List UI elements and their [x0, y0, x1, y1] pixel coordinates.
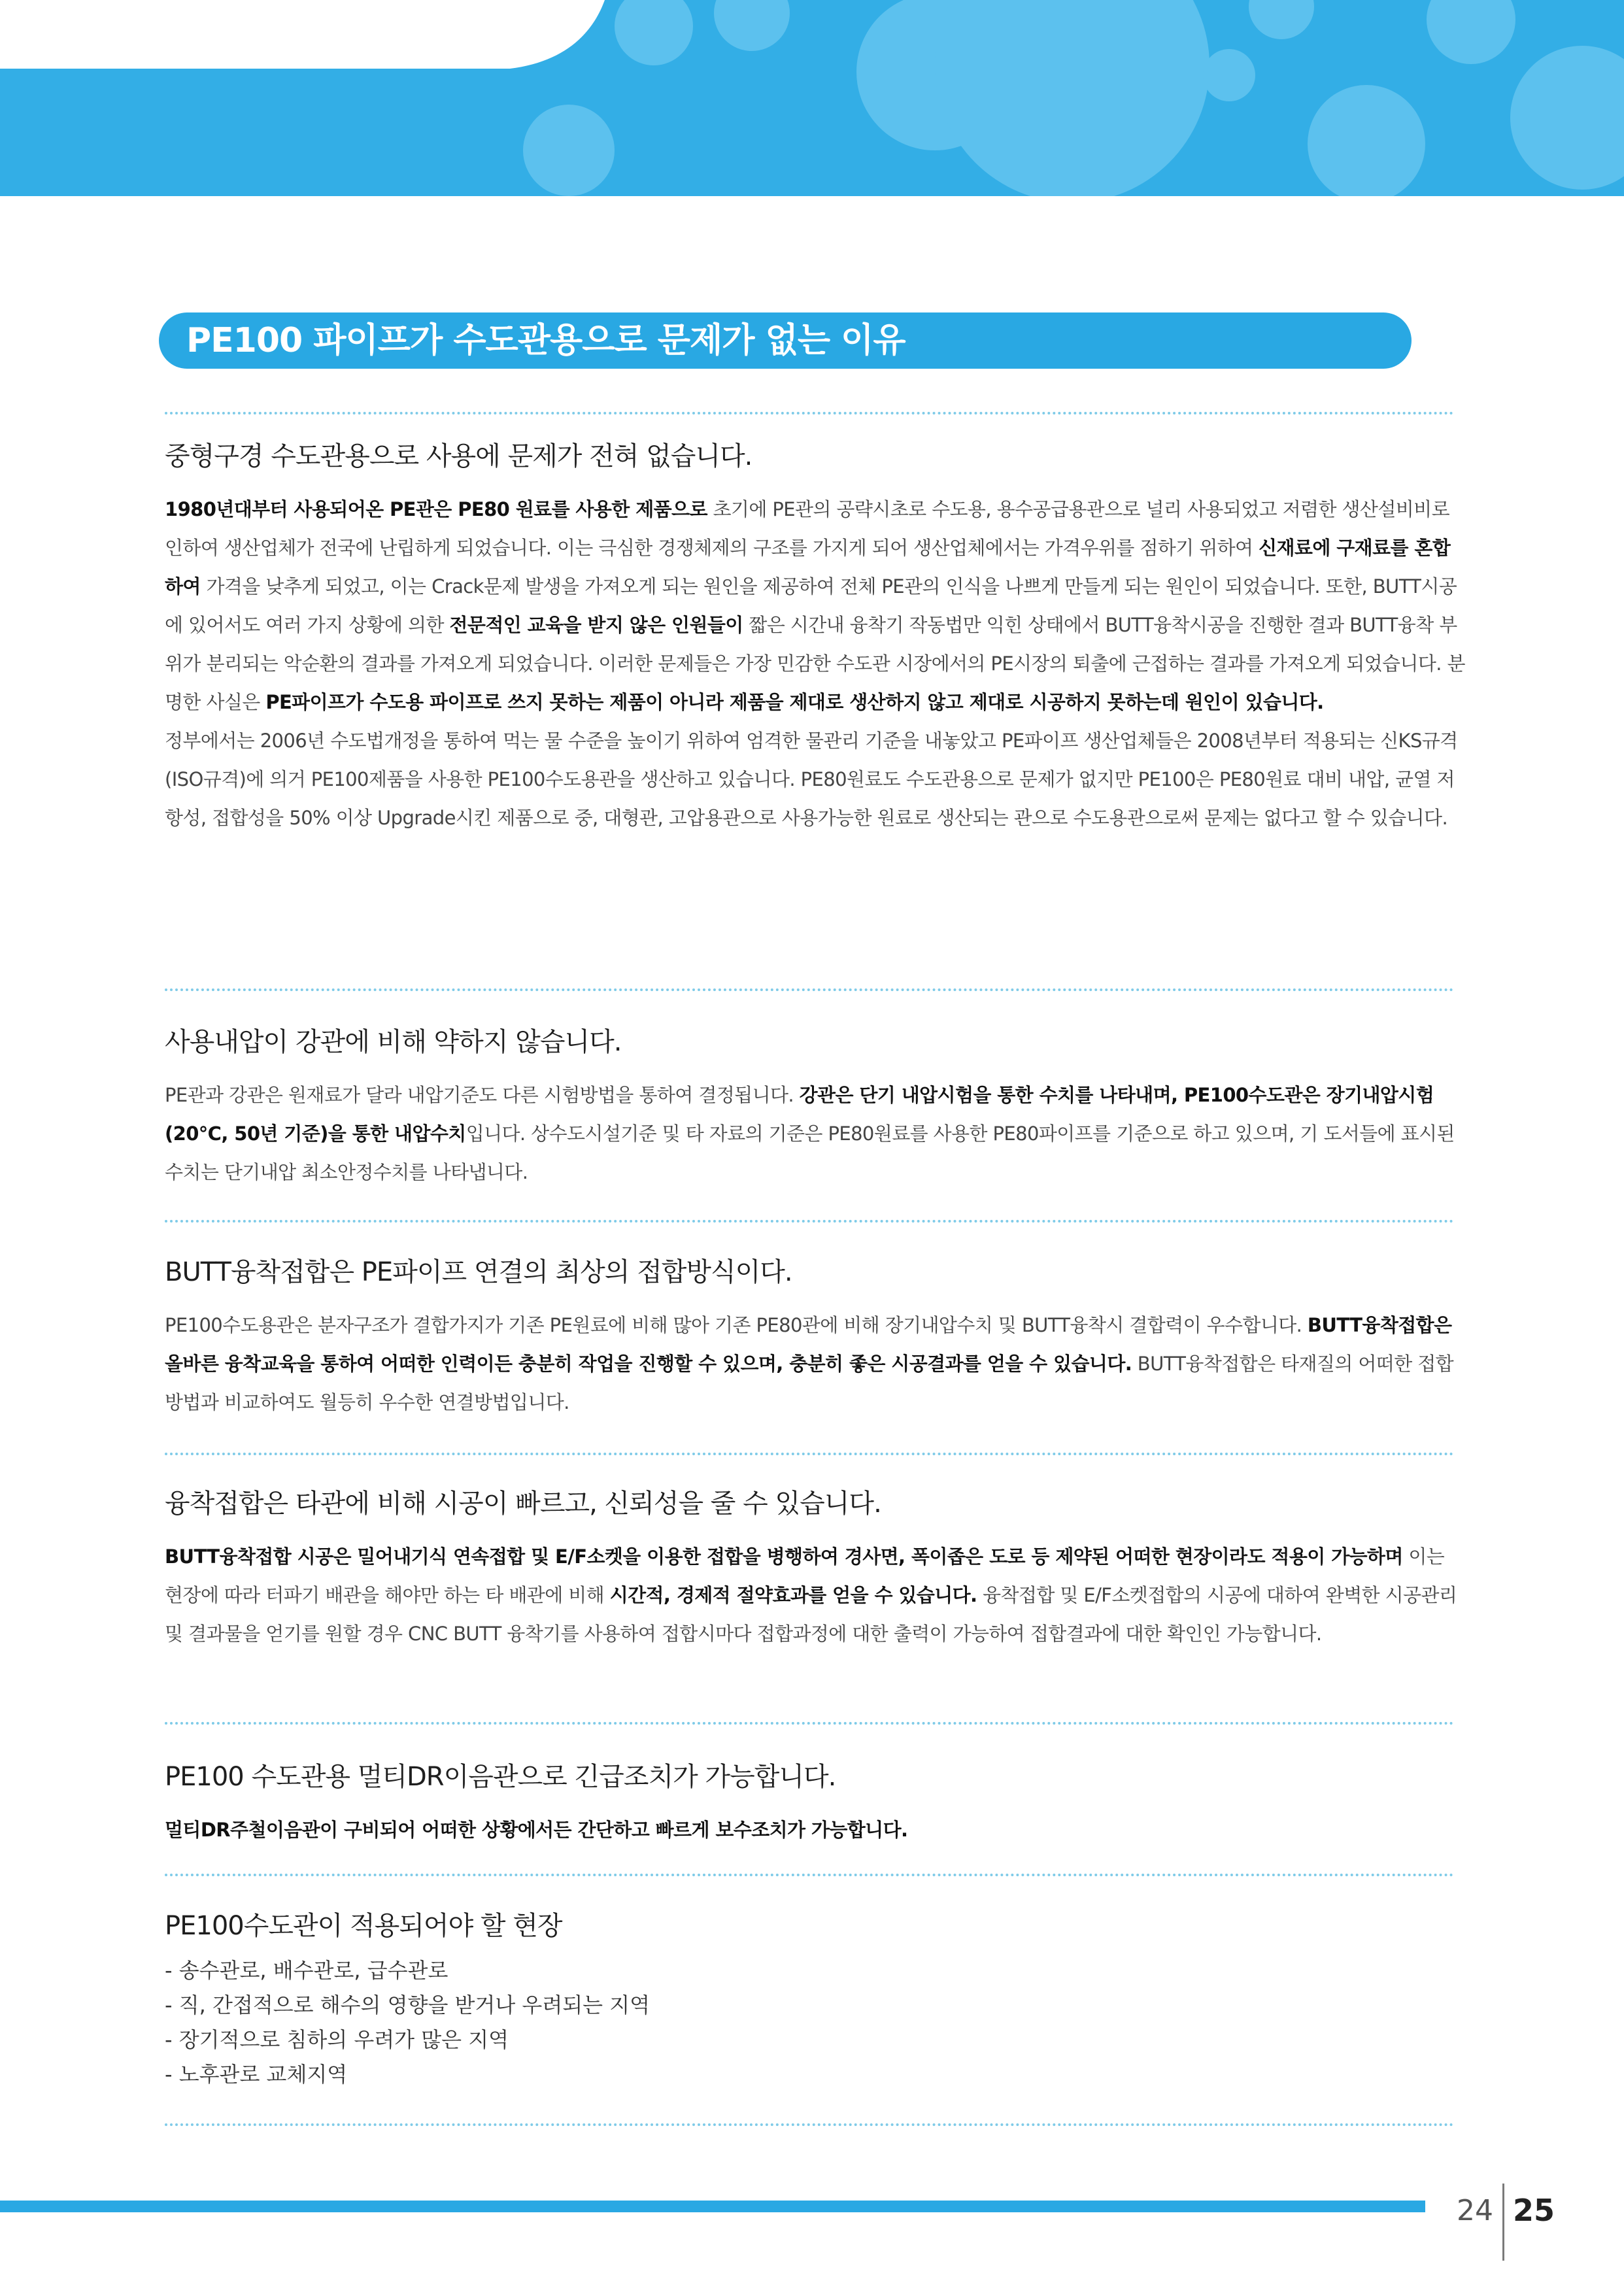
body-paragraph: [165, 1811, 1466, 1849]
emphasis-text: 시간적, 경제적 절약효과를 얻을 수 있습니다.: [609, 1584, 977, 1606]
dotted-divider: [165, 1722, 1454, 1725]
section-body: [165, 1306, 1466, 1422]
body-text-run: 가격을 낮추게 되었고, 이는 Crack문제 발생을 가져오게 되는 원인을 제공하여 전체 PE관의 인식을 나쁘게 만들게 되는 원인이 되었습니다. 또한, BUTT시공에 있어서도 여러 가지 상황에 의한: [165, 575, 1457, 636]
body-text-run: 입니다. 상수도시설기준 및 타 자료의 기준은 PE80원료를 사용한 PE80파이프를 기준으로 하고 있으며, 기 도서들에 표시된 수치는 단기내압 최소안정수치를 나타냅니다.: [165, 1122, 1455, 1183]
section-heading: PE100 수도관용 멀티DR이음관으로 긴급조치가 가능합니다.: [165, 1762, 836, 1792]
body-text-run: PE관과 강관은 원재료가 달라 내압기준도 다른 시험방법을 통하여 결정됩니다.: [165, 1084, 800, 1106]
section-body: [165, 1538, 1466, 1653]
section-body: [165, 490, 1466, 837]
section-body: [165, 1076, 1466, 1192]
body-text-run: 초기에 PE관의 공략시초로 수도용, 용수공급용관으로 널리 사용되었고 저렴한 생산설비비로 인하여 생산업체가 전국에 난립하게 되었습니다. 이는 극심한 경쟁체제의 구조를 가지게 되어 생산업체에서는 가격우위를 점하기 위하여: [165, 498, 1449, 559]
dotted-divider: [165, 1874, 1454, 1876]
section-fast-construction: [165, 1485, 1466, 1653]
footer-bar: [0, 2201, 1425, 2212]
emphasis-text: 전문적인 교육을 받지 않은 인원들이: [449, 614, 743, 636]
body-text-run: 정부에서는 2006년 수도법개정을 통하여 먹는 물 수준을 높이기 위하여 엄격한 물관리 기준을 내놓았고 PE파이프 생산업체들은 2008년부터 적용되는 신KS규격(ISO규격)에 의거 PE100제품을 사용한 PE100수도용관을 생산하고 있습니다. PE80원료도 수도관용으로 문제가 없지만 PE100은 PE80원료 대비 내압, 균열 저항성, 접합성을 50% 이상 Upgrade시킨 제품으로 중, 대형관, 고압용관으로 사용가능한 원료로 생산되는 관으로 수도용관으로써 문제는 없다고 할 수 있습니다.: [165, 730, 1458, 829]
body-text-run: PE100수도용관은 분자구조가 결합가지가 기존 PE원료에 비해 많아 기존 PE80관에 비해 장기내압수치 및 BUTT융착시 결합력이 우수합니다.: [165, 1314, 1308, 1336]
section-heading: BUTT융착접합은 PE파이프 연결의 최상의 접합방식이다.: [165, 1257, 792, 1287]
dotted-divider: [165, 988, 1454, 991]
list-item: - 장기적으로 침하의 우려가 많은 지역: [165, 2027, 509, 2052]
body-paragraph: [165, 490, 1466, 722]
list-item: - 직, 간접적으로 해수의 영향을 받거나 우려되는 지역: [165, 1993, 651, 2017]
body-text-run: 융착접합 및 E/F소켓접합의 시공에 대하여 완벽한 시공관리 및 결과물을 얻기를 원할 경우 CNC BUTT 융착기를 사용하여 접합시마다 접합과정에 대한 출력이 가능하여 접합결과에 대한 확인인 가능합니다.: [165, 1584, 1457, 1645]
dotted-divider: [165, 2123, 1454, 2126]
body-paragraph: [165, 722, 1466, 837]
section-medium-diameter: [165, 438, 1466, 837]
body-paragraph: [165, 1306, 1466, 1422]
body-text-run: 짧은 시간내 융착기 작동법만 익힌 상태에서 BUTT융착시공을 진행한 결과 BUTT융착 부위가 분리되는 악순환의 결과를 가져오게 되었습니다. 이러한 문제들은 가장 민감한 수도관 시장에서의 PE시장의 퇴출에 근접하는 결과를 가져오게 되었습니다. 분명한 사실은: [165, 614, 1465, 713]
site-list: [165, 1953, 1466, 2092]
body-text-run: 이는 현장에 따라 터파기 배관을 해야만 하는 타 배관에 비해: [165, 1545, 1445, 1606]
emphasis-text: BUTT융착접합은 올바른 융착교육을 통하여 어떠한 인력이든 충분히 작업을 진행할 수 있으며, 충분히 좋은 시공결과를 얻을 수 있습니다.: [165, 1314, 1452, 1375]
section-heading: 중형구경 수도관용으로 사용에 문제가 전혀 없습니다.: [165, 441, 753, 471]
section-heading: 융착접합은 타관에 비해 시공이 빠르고, 신뢰성을 줄 수 있습니다.: [165, 1489, 881, 1519]
section-body: [165, 1811, 1466, 1849]
section-heading: PE100수도관이 적용되어야 할 현장: [165, 1911, 562, 1941]
list-item: - 노후관로 교체지역: [165, 2062, 348, 2087]
section-heading: 사용내압이 강관에 비해 약하지 않습니다.: [165, 1027, 622, 1057]
list-item: - 송수관로, 배수관로, 급수관로: [165, 1958, 448, 1983]
section-pressure: [165, 1024, 1466, 1192]
section-emergency: [165, 1759, 1466, 1849]
page-number-right: 25: [1513, 2193, 1555, 2228]
section-application-sites: [165, 1908, 1466, 2092]
body-paragraph: [165, 1076, 1466, 1192]
emphasis-text: BUTT융착접합 시공은 밀어내기식 연속접합 및 E/F소켓을 이용한 접합을 병행하여 경사면, 폭이좁은 도로 등 제약된 어떠한 현장이라도 적용이 가능하며: [165, 1545, 1403, 1568]
emphasis-text: 강관은 단기 내압시험을 통한 수치를 나타내며, PE100수도관은 장기내압시험(20℃, 50년 기준)을 통한 내압수치: [165, 1084, 1434, 1145]
body-paragraph: [165, 1538, 1466, 1653]
header-banner: [0, 0, 1624, 196]
page-title: PE100 파이프가 수도관용으로 문제가 없는 이유: [159, 312, 1412, 369]
page-number-divider: [1502, 2184, 1504, 2261]
dotted-divider: [165, 1220, 1454, 1223]
emphasis-text: 1980년대부터 사용되어온 PE관은 PE80 원료를 사용한 제품으로: [165, 498, 707, 520]
body-text-run: BUTT융착접합은 타재질의 어떠한 접합방법과 비교하여도 월등히 우수한 연결방법입니다.: [165, 1353, 1454, 1413]
emphasis-text: PE파이프가 수도용 파이프로 쓰지 못하는 제품이 아니라 제품을 제대로 생산하지 않고 제대로 시공하지 못하는데 원인이 있습니다.: [265, 691, 1324, 713]
bubble-decoration-graphic: [0, 0, 1624, 196]
emphasis-text: 멀티DR주철이음관이 구비되어 어떠한 상황에서든 간단하고 빠르게 보수조치가 가능합니다.: [165, 1819, 908, 1841]
page-number-left: 24: [1457, 2194, 1493, 2227]
dotted-divider: [165, 412, 1454, 414]
dotted-divider: [165, 1453, 1454, 1455]
emphasis-text: 신재료에 구재료를 혼합하여: [165, 537, 1451, 598]
section-butt-fusion: [165, 1254, 1466, 1422]
